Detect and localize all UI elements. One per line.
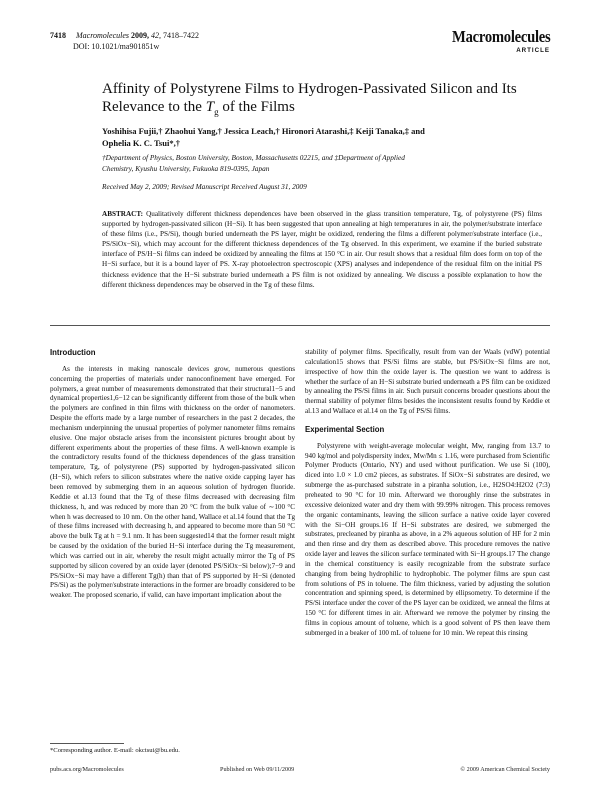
- title-line-2: [102, 98, 542, 121]
- tg-subscript: g: [214, 107, 219, 117]
- citation-journal: Macromolecules: [76, 31, 130, 40]
- journal-logo: [436, 28, 550, 54]
- corresponding-author-footnote: *Corresponding author. E-mail: okctsui@bu.edu.: [50, 747, 180, 754]
- footnote-divider: [50, 743, 124, 744]
- experimental-paragraph: Polystyrene with weight-average molecular weight, Mw, ranging from 13.7 to 940 kg/mol and polydispersity index, Mw/Mn ≤ 1.16, were purchased from Scientific Polymer Products (Ontario, NY) and used without purification. We use Si (100), diced into 1.0 × 1.0 cm2 pieces, as substrates. If SiOx−Si substrates are desired, we submerge the as-purchased substrate in a piranha solution, i.e., H2SO4:H2O2 (7:3) preheated to 90 °C for 10 min. Afterward we thoroughly rinse the substrates in excessive deionized water and dry them with 99.99% nitrogen. This process removes the organic contaminants, leaving the silicon surface a native oxide layer covered with the Si−OH groups.16 If H−Si substrates are desired, we submerged the substrates, precleaned by piranha as above, in a 2% aqueous solution of HF for 2 min and then rinse and dry them as described above. This procedure removes the native oxide layer and leaves the silicon surface terminated with Si−H groups.17 The change in the chemical constituency is easily recognizable from the substrate surface changing from being hydrophilic to hydrophobic. The polymer films are spun cast from solutions of PS in toluene. The film thickness, varied by adjusting the solution concentration and spinning speed, is determined by ellipsometry. To determine if the PS/Si interface under the cover of the PS layer can be oxidized, we anneal the films at 150 °C for different times in air. Afterward we remove the polymer by rinsing the films in copious amount of toluene, which is a good solvent of PS then leave them submerged in a beaker of 100 mL of toluene for 10 min. We repeat this rinsing: [305, 441, 550, 637]
- introduction-continuation: stability of polymer films. Specifically, result from van der Waals (vdW) potential calculation15 shows that PS/Si films are stable, but PS/SiOx−Si films are not, irrespective of how thin the oxide layer is. The question we want to address is whether the surface of an H−Si substrate buried underneath a PS film can be oxidized by annealing the PS/Si films in air. Such pursuit concerns broader questions about the thermal stability of polymer films besides the inconsistent results found by Keddie et al.13 and Wallace et al.14 on the Tg of PS/Si films.: [305, 348, 550, 416]
- footer-copyright: © 2009 American Chemical Society: [460, 766, 550, 773]
- experimental-heading: Experimental Section: [305, 424, 385, 434]
- doi: DOI: 10.1021/ma901851w: [73, 42, 160, 51]
- title-line-1: Affinity of Polystyrene Films to Hydrogen-Passivated Silicon and Its: [102, 81, 517, 97]
- citation-volume: 42,: [151, 31, 162, 40]
- page-number: 7418: [50, 31, 66, 40]
- authors-line-1: Yoshihisa Fujii,† Zhaohui Yang,† Jessica Leach,† Hironori Atarashi,‡ Keiji Tanaka,‡ and: [102, 126, 425, 136]
- received-dates: Received May 2, 2009; Revised Manuscript Received August 31, 2009: [102, 182, 307, 191]
- article-type-label: ARTICLE: [516, 47, 550, 54]
- title-text: Relevance to the: [102, 99, 206, 115]
- introduction-heading: Introduction: [50, 348, 96, 357]
- column-right: [305, 348, 550, 639]
- tg-symbol: T: [205, 99, 215, 115]
- title-text-end: of the Films: [218, 99, 295, 115]
- footer-journal-url[interactable]: pubs.acs.org/Macromolecules: [50, 766, 124, 773]
- section-divider: [50, 325, 550, 326]
- footer-published-date: Published on Web 09/11/2009: [220, 766, 295, 773]
- running-header: [50, 30, 199, 52]
- column-left: [50, 348, 295, 601]
- affiliations: [102, 153, 542, 174]
- authors-line-2: Ophelia K. C. Tsui*,†: [102, 138, 180, 148]
- citation-pages: 7418–7422: [163, 31, 200, 40]
- affiliation-line-2: Chemistry, Kyushu University, Fukuoka 819-0395, Japan: [102, 163, 270, 173]
- article-title: [102, 80, 542, 121]
- citation-year: 2009,: [131, 31, 150, 40]
- introduction-paragraph: As the interests in making nanoscale devices grow, numerous questions concerning the properties of materials under nanoconfinement have emerged. For polymers, a great number of measurements demonstrated that their structural1−5 and dynamical properties1,6−12 can be significantly different from those of the bulk when the polymers are confined in thin films with thickness on the order of nanometers. Despite the efforts made by a large number of researchers in the past 2 decades, the mechanism underpinning the unusual properties of polymer nanometer films remains elusive. One major obstacle arises from the inconsistent pictures brought about by different experiments about the properties of these films. A well-known example is the contradictory results found of the thickness dependences of the glass transition temperature, Tg, of polystyrene (PS) supported by hydrogen-passivated silicon (H−Si), which refers to silicon substrates where the native oxide capping layer has been removed by submerging them in an aqueous solution of hydrogen fluoride. Keddie et al.13 found that the Tg of these films decreased with decreasing film thickness, h, and was reduced by more than 20 °C from the bulk value of ∼100 °C when h was decreased to 10 nm. On the other hand, Wallace et al.14 found that the Tg of these films increased with decreasing h, and appeared to become more than 50 °C above the bulk Tg at h = 9.1 nm. It has been suggested14 that the former result might be caused by the oxidation of the buried H−Si interface during the Tg measurement, which was carried out in air, whereby the result might actually mirror the Tg of PS supported by silicon covered by an oxide layer (denoted PS/SiOx−Si below);7−9 and PS/SiOx−Si may have a different Tg(h) than that of PS supported by H−Si (denoted PS/Si) as the polymer/substrate interactions in the former are broadly considered to be weaker. The proposed scenario, if valid, can have important implication about the: [50, 364, 295, 600]
- affiliation-line-1: †Department of Physics, Boston University, Boston, Massachusetts 02215, and ‡Department of Applied: [102, 153, 405, 162]
- author-list: [102, 125, 542, 149]
- abstract: [102, 209, 542, 290]
- abstract-body: Qualitatively different thickness dependences have been observed in the glass transition temperature, Tg, of polystyrene (PS) films supported by hydrogen-passivated silicon (H−Si). It has been suggested that upon annealing at high temperatures in air, the polymer/substrate interface of these films (i.e., PS/Si), though buried underneath the PS layer, might be oxidized, rendering the films a different polymer/substrate interface (i.e., PS/SiOx−Si), which may account for the different thickness dependences of the Tg observed. In this experiment, we examine if the buried substrate interface of PS/H−Si films can indeed be oxidized by annealing the films at 150 °C in air. Our result shows that a residual film does form on top of the H−Si surface, but it is a bound layer of PS. X-ray photoelectron spectroscopic (XPS) analyses and independence of the residual film on the initial PS thickness evidence that the H−Si substrate buried underneath a PS film is not oxidized by annealing. We discuss a possible explanation to how the different thickness dependences may be observed in the Tg of these films.: [102, 210, 543, 289]
- abstract-label: ABSTRACT:: [102, 210, 144, 218]
- journal-logo-text: Macromolecules: [451, 27, 550, 46]
